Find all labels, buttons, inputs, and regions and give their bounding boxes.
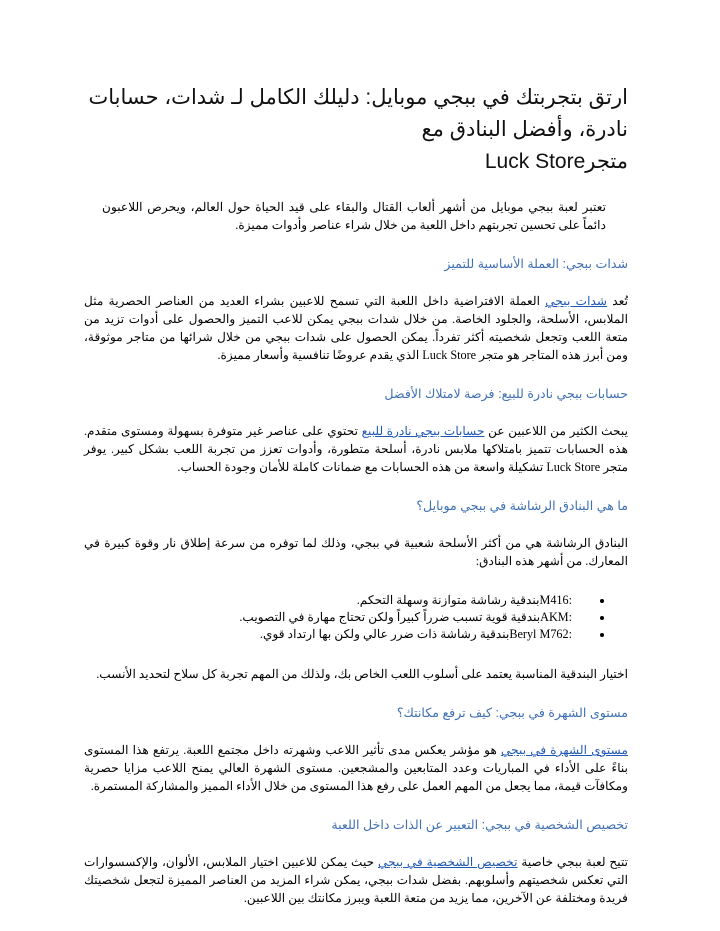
text-after-link: العملة الافتراضية داخل اللعبة التي تسمح للاعبين بشراء العديد من العناصر الحصرية مثل الملابس، الأسلحة، والجلود الخاصة. من خلال شدات ببجي يمكن للاعب التميز والحصول على أدوات تزيد من متعة اللعب وتجعل شخصيته أكثر تفرداً. يمكن الحصول على شدات ببجي من خلال شرائها من متاجر موثوقة، ومن أبرز هذه المتاجر هو متجر Luck Store الذي يقدم عروضًا تنافسية وأسعار مميزة.	[84, 294, 628, 362]
text-before-link: تُعد	[607, 294, 628, 308]
link-rare-accounts[interactable]: حسابات ببجي نادرة للبيع	[361, 424, 485, 438]
link-fame-level[interactable]: مستوى الشهرة في ببجي	[501, 743, 628, 757]
section-heading-fame: مستوى الشهرة في ببجي: كيف ترفع مكانتك؟	[396, 706, 628, 720]
list-item	[84, 592, 572, 609]
guns-list	[84, 592, 628, 643]
page-title	[84, 82, 628, 178]
text-before-link: تتيح لعبة ببجي خاصية	[517, 855, 629, 869]
gun-name: M416:	[539, 593, 572, 607]
gun-description: بندقية رشاشة متوازنة وسهلة التحكم.	[356, 593, 540, 607]
gun-description: بندقية رشاشة ذات ضرر عالي ولكن بها ارتداد قوي.	[259, 627, 510, 641]
gun-name: AKM:	[540, 610, 572, 624]
text-after-link: هو مؤشر يعكس مدى تأثير اللاعب وشهرته داخل مجتمع اللعبة. يرتفع هذا المستوى بناءً على الأداء في المباريات وعدد المتابعين والمشجعين. مستوى الشهرة العالي يمنح اللاعب مزايا حصرية ومكافآت قيمة، مما يجعل من المهم العمل على رفع هذا المستوى من خلال الأداء المميز والمشاركة المستمرة.	[84, 743, 628, 793]
link-shadat-pubg[interactable]: شدات ببجي	[545, 294, 608, 308]
list-item	[84, 609, 572, 626]
section-heading-accounts: حسابات ببجي نادرة للبيع: فرصة لامتلاك الأفضل	[384, 387, 628, 401]
text-after-link: حيث يمكن للاعبين اختيار الملابس، الألوان، والإكسسوارات التي تعكس شخصيتهم وأسلوبهم. بفضل شدات ببجي، يمكن شراء المزيد من العناصر المميزة لتجعل شخصيتك فريدة ومختلفة عن الآخرين، مما يزيد من متعة اللعبة ويبرز مكانتك بين اللاعبين.	[84, 855, 628, 905]
title-line-2-brand: Luck Store	[484, 150, 586, 173]
section-paragraph-fame	[84, 741, 628, 795]
section-heading-customization: تخصيص الشخصية في ببجي: التعبير عن الذات داخل اللعبة	[331, 818, 628, 832]
section-paragraph-rifles: البنادق الرشاشة هي من أكثر الأسلحة شعبية في ببجي، وذلك لما توفره من سرعة إطلاق نار وقوة كبيرة في المعارك. من أشهر هذه البنادق:	[84, 536, 628, 568]
title-line-1: ارتق بتجربتك في ببجي موبايل: دليلك الكامل لـ شدات، حسابات نادرة، وأفضل البنادق مع	[88, 86, 628, 141]
section-paragraph-customization	[84, 853, 628, 907]
text-before-link: يبحث الكثير من اللاعبين عن	[484, 424, 628, 438]
list-item	[84, 626, 572, 643]
section-heading-rifles: ما هي البنادق الرشاشة في ببجي موبايل؟	[416, 499, 628, 513]
gun-name: Beryl M762:	[509, 627, 572, 641]
intro-paragraph: تعتبر لعبة ببجي موبايل من أشهر ألعاب القتال والبقاء على قيد الحياة حول العالم، ويحرص اللاعبون دائماً على تحسين تجربتهم داخل اللعبة من خلال شراء عناصر وأدوات مميزة.	[102, 200, 606, 232]
section-paragraph-accounts	[84, 422, 628, 476]
section-heading-shadat: شدات ببجي: العملة الأساسية للتميز	[444, 257, 628, 271]
gun-description: بندقية قوية تسبب ضرراً كبيراً ولكن تحتاج مهارة في التصويب.	[239, 610, 541, 624]
title-line-2-prefix: متجر	[585, 150, 628, 173]
text-after-link: تحتوي على عناصر غير متوفرة بسهولة ومستوى متقدم. هذه الحسابات تتميز بامتلاكها ملابس نادرة، أسلحة متطورة، وأدوات تعزز من تجربة اللعب بشكل كبير. يوفر متجر Luck Store تشكيلة واسعة من هذه الحسابات مع ضمانات كاملة للأمان وجودة الحساب.	[84, 424, 628, 474]
link-character-customization[interactable]: تخصيص الشخصية في ببجي	[378, 855, 518, 869]
section-paragraph-shadat	[84, 292, 628, 364]
guns-conclusion: اختيار البندقية المناسبة يعتمد على أسلوب اللعب الخاص بك، ولذلك من المهم تجربة كل سلاح لتحديد الأنسب.	[96, 667, 628, 681]
